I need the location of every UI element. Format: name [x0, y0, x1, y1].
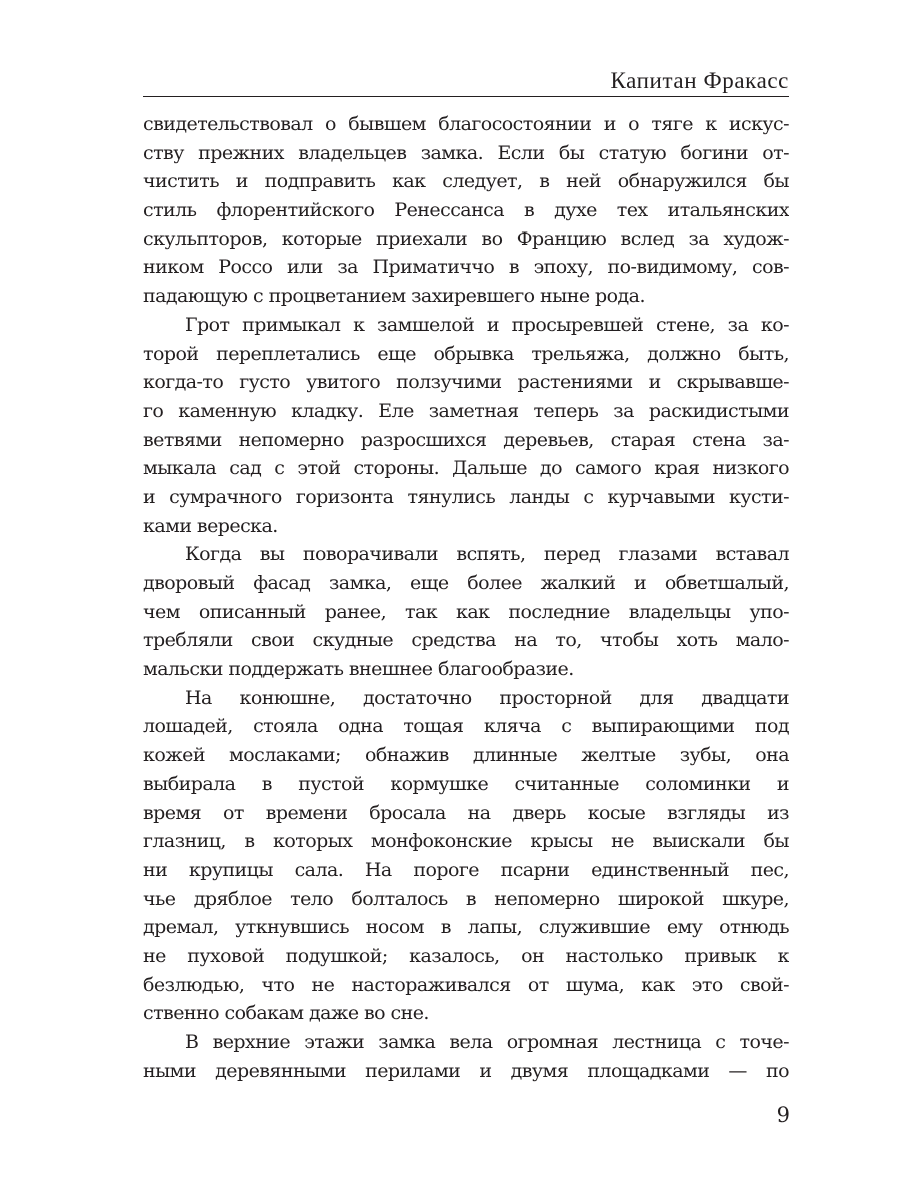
text-line: требляли свои скудные средства на то, чтобы хоть мало- [143, 629, 789, 652]
text-line: ственно собакам даже во сне. [143, 1002, 429, 1025]
paragraph-first-line: На конюшне, достаточно просторной для двадцати [185, 686, 789, 709]
text-line: чем описанный ранее, так как последние владельцы упо- [143, 600, 789, 623]
page-number: 9 [776, 1103, 790, 1127]
text-line: мальски поддержать внешнее благообразие. [143, 658, 574, 681]
text-line: падающую с процветанием захиревшего ныне рода. [143, 285, 645, 308]
text-line: мыкала сад с этой стороны. Дальше до самого края низкого [143, 457, 789, 480]
text-line: ником Россо или за Приматиччо в эпоху, по-видимому, сов- [143, 256, 789, 279]
text-line: лошадей, стояла одна тощая кляча с выпирающими под [143, 715, 789, 738]
text-line: дворовый фасад замка, еще более жалкий и обветшалый, [143, 572, 789, 594]
text-line: когда-то густо увитого ползучими растениями и скрывавше- [143, 371, 789, 394]
paragraph-first-line: В верхние этажи замка вела огромная лестница с точе- [185, 1031, 789, 1053]
running-head [143, 66, 789, 97]
text-line: свидетельствовал о бывшем благосостоянии и о тяге к искус- [143, 113, 789, 135]
text-line: безлюдью, что не настораживался от шума, как это свой- [143, 973, 789, 996]
text-line: и сумрачного горизонта тянулись ланды с курчавыми кусти- [143, 485, 789, 508]
text-line: ными деревянными перилами и двумя площадками — по [143, 1059, 789, 1082]
text-line: чье дряблое тело болталось в непомерно широкой шкуре, [143, 887, 789, 910]
body-text [143, 110, 789, 1085]
text-line: не пуховой подушкой; казалось, он настолько привык к [143, 944, 789, 967]
paragraph-first-line: Когда вы поворачивали вспять, перед глазами вставал [185, 543, 789, 566]
text-line: ками вереска. [143, 514, 278, 537]
paragraph-first-line: Грот примыкал к замшелой и просыревшей стене, за ко- [185, 313, 789, 336]
text-line: выбирала в пустой кормушке считанные соломинки и [143, 772, 789, 795]
text-line: го каменную кладку. Еле заметная теперь за раскидистыми [143, 399, 789, 422]
text-line: ветвями непомерно разросшихся деревьев, старая стена за- [143, 428, 789, 451]
text-line: чистить и подправить как следует, в ней обнаружился бы [143, 170, 789, 193]
text-line: ству прежних владельцев замка. Если бы статую богини от- [143, 141, 789, 164]
text-line: торой переплетались еще обрывка трельяжа, должно быть, [143, 342, 789, 365]
text-line: кожей мослаками; обнажив длинные желтые зубы, она [143, 744, 789, 767]
text-line: стиль флорентийского Ренессанса в духе тех итальянских [143, 199, 789, 222]
text-line: ни крупицы сала. На пороге псарни единственный пес, [143, 858, 789, 881]
running-head-title: Капитан Фракасс [610, 68, 789, 93]
text-line: дремал, уткнувшись носом в лапы, служившие ему отнюдь [143, 916, 789, 939]
text-line: скульпторов, которые приехали во Францию вслед за худож- [143, 227, 789, 250]
text-line: время от времени бросала на дверь косые взгляды из [143, 801, 789, 824]
text-line: глазниц, в которых монфоконские крысы не выискали бы [143, 830, 789, 853]
